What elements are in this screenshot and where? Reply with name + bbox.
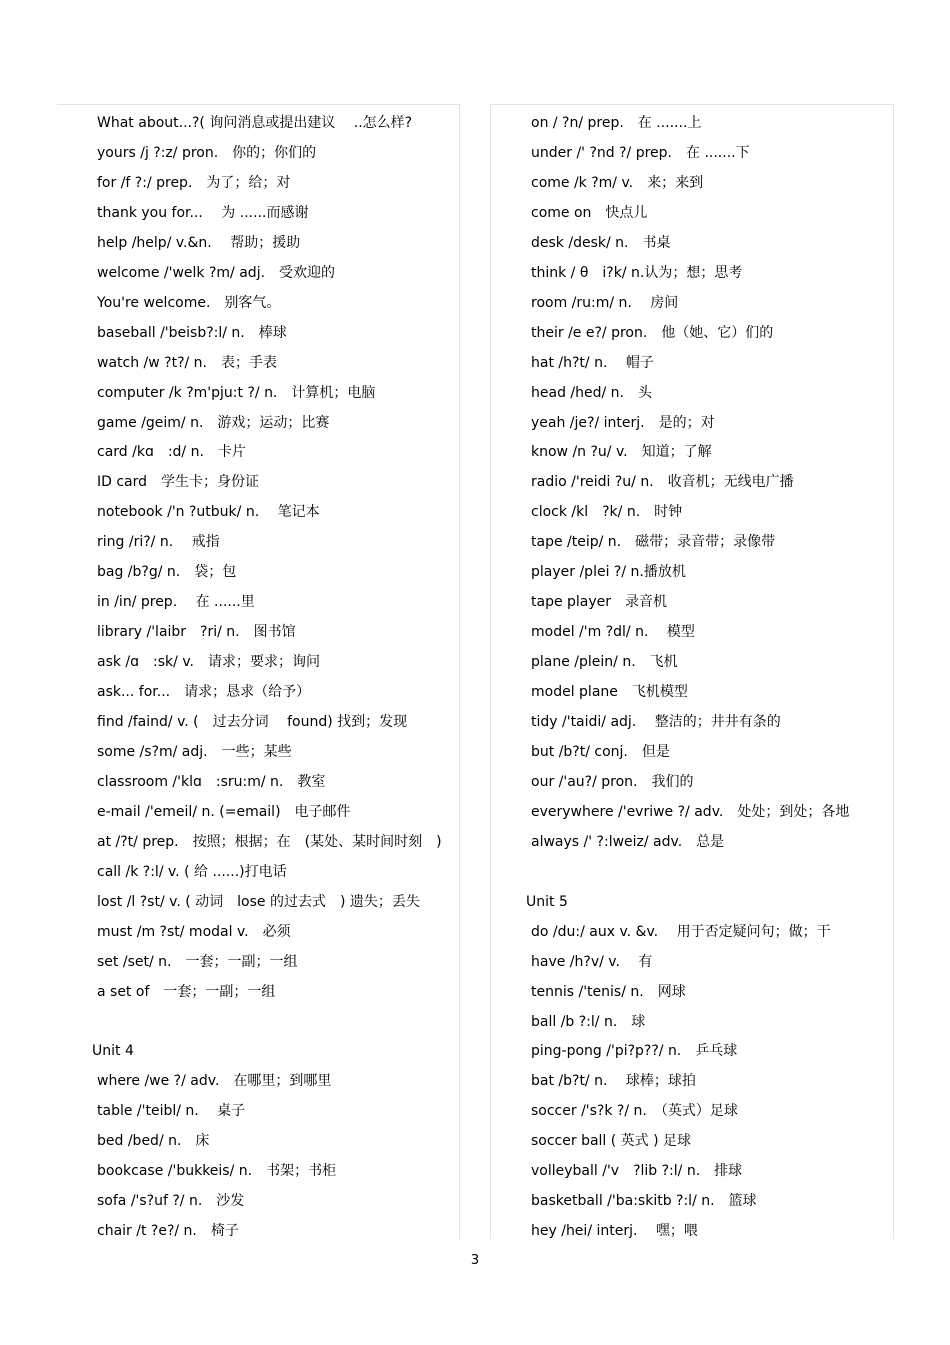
vocab-entry: e-mail /'emeil/ n. (=email) 电子邮件 bbox=[97, 804, 351, 820]
vocab-entry: computer /k ?m'pju:t ?/ n. 计算机；电脑 bbox=[97, 385, 376, 401]
vocab-entry: thank you for... 为 ......而感谢 bbox=[97, 205, 309, 221]
vocab-entry: bookcase /'bukkeis/ n. 书架；书柜 bbox=[97, 1163, 337, 1179]
vocab-entry: table /'teibl/ n. 桌子 bbox=[97, 1103, 246, 1119]
vocab-entry: bed /bed/ n. 床 bbox=[97, 1133, 210, 1149]
vocab-entry: yours /j ?:z/ pron. 你的；你们的 bbox=[97, 145, 317, 161]
vocab-entry: tennis /'tenis/ n. 网球 bbox=[531, 984, 686, 1000]
vocab-entry: think / θ i?k/ n.认为；想；思考 bbox=[531, 265, 743, 281]
vocab-entry: What about...?( 询问消息或提出建议 ..怎么样? bbox=[97, 115, 413, 131]
vocab-entry: soccer /'s?k ?/ n. （英式）足球 bbox=[531, 1103, 738, 1119]
vocab-entry: card /kɑ :d/ n. 卡片 bbox=[97, 444, 246, 460]
vocab-entry: tidy /'taidi/ adj. 整洁的；井井有条的 bbox=[531, 714, 781, 730]
vocab-entry: lost /l ?st/ v. ( 动词 lose 的过去式 ) 遗失；丢失 bbox=[97, 894, 420, 910]
unit-heading: Unit 5 bbox=[526, 894, 568, 910]
vocab-entry: baseball /'beisb?:l/ n. 棒球 bbox=[97, 325, 287, 341]
vocab-entry: our /'au?/ pron. 我们的 bbox=[531, 774, 694, 790]
vocab-entry: come on 快点儿 bbox=[531, 205, 648, 221]
vocab-entry: room /ru:m/ n. 房间 bbox=[531, 295, 679, 311]
vocab-entry: chair /t ?e?/ n. 椅子 bbox=[97, 1223, 239, 1239]
vocab-entry: set /set/ n. 一套；一副；一组 bbox=[97, 954, 298, 970]
vocab-entry: some /s?m/ adj. 一些；某些 bbox=[97, 744, 292, 760]
vocab-entry: come /k ?m/ v. 来；来到 bbox=[531, 175, 704, 191]
vocab-entry: desk /desk/ n. 书桌 bbox=[531, 235, 671, 251]
vocab-entry: welcome /'welk ?m/ adj. 受欢迎的 bbox=[97, 265, 336, 281]
vocab-entry: radio /'reidi ?u/ n. 收音机；无线电广播 bbox=[531, 474, 794, 490]
right-column bbox=[490, 104, 894, 1239]
vocab-entry: tape /teip/ n. 磁带；录音带；录像带 bbox=[531, 534, 776, 550]
vocab-entry: watch /w ?t?/ n. 表；手表 bbox=[97, 355, 277, 371]
vocab-entry: sofa /'s?uf ?/ n. 沙发 bbox=[97, 1193, 245, 1209]
vocab-entry: tape player 录音机 bbox=[531, 594, 668, 610]
vocab-entry: at /?t/ prep. 按照；根据；在 (某处、某时间时刻 ) bbox=[97, 834, 442, 850]
vocab-entry: library /'laibr ?ri/ n. 图书馆 bbox=[97, 624, 296, 640]
vocab-entry: where /we ?/ adv. 在哪里；到哪里 bbox=[97, 1073, 332, 1089]
vocab-entry: everywhere /'evriwe ?/ adv. 处处；到处；各地 bbox=[531, 804, 850, 820]
vocab-entry: but /b?t/ conj. 但是 bbox=[531, 744, 670, 760]
vocab-entry: plane /plein/ n. 飞机 bbox=[531, 654, 678, 670]
vocab-entry: soccer ball ( 英式 ) 足球 bbox=[531, 1133, 692, 1149]
vocab-entry: know /n ?u/ v. 知道；了解 bbox=[531, 444, 712, 460]
vocab-entry: model /'m ?dl/ n. 模型 bbox=[531, 624, 695, 640]
vocab-entry: ring /ri?/ n. 戒指 bbox=[97, 534, 220, 550]
vocab-entry: ping-pong /'pi?p??/ n. 乒乓球 bbox=[531, 1043, 738, 1059]
vocab-entry: classroom /'klɑ :sru:m/ n. 教室 bbox=[97, 774, 326, 790]
vocab-entry: on / ?n/ prep. 在 .......上 bbox=[531, 115, 702, 131]
vocab-entry: hey /hei/ interj. 嘿；喂 bbox=[531, 1223, 698, 1239]
left-column bbox=[57, 104, 460, 1239]
vocab-entry: call /k ?:l/ v. ( 给 ......)打电话 bbox=[97, 864, 287, 880]
vocab-entry: a set of 一套；一副；一组 bbox=[97, 984, 276, 1000]
vocab-entry: notebook /'n ?utbuk/ n. 笔记本 bbox=[97, 504, 320, 520]
vocab-entry: have /h?v/ v. 有 bbox=[531, 954, 653, 970]
vocab-entry: hat /h?t/ n. 帽子 bbox=[531, 355, 654, 371]
vocab-entry: for /f ?:/ prep. 为了；给；对 bbox=[97, 175, 291, 191]
vocab-entry: help /help/ v.&n. 帮助；援助 bbox=[97, 235, 301, 251]
vocab-entry: ask... for... 请求；恳求（给予） bbox=[97, 684, 311, 700]
vocab-entry: must /m ?st/ modal v. 必须 bbox=[97, 924, 291, 940]
vocab-entry: ID card 学生卡；身份证 bbox=[97, 474, 260, 490]
vocab-entry: in /in/ prep. 在 ......里 bbox=[97, 594, 255, 610]
vocab-entry: volleyball /'v ?lib ?:l/ n. 排球 bbox=[531, 1163, 743, 1179]
vocab-entry: their /e e?/ pron. 他（她、它）们的 bbox=[531, 325, 774, 341]
vocab-entry: ask /ɑ :sk/ v. 请求；要求；询问 bbox=[97, 654, 320, 670]
vocab-entry: ball /b ?:l/ n. 球 bbox=[531, 1014, 646, 1030]
vocab-entry: bat /b?t/ n. 球棒；球拍 bbox=[531, 1073, 696, 1089]
vocab-entry: clock /kl ?k/ n. 时钟 bbox=[531, 504, 683, 520]
vocab-entry: under /' ?nd ?/ prep. 在 .......下 bbox=[531, 145, 750, 161]
vocab-entry: bag /b?g/ n. 袋；包 bbox=[97, 564, 237, 580]
vocab-entry: yeah /je?/ interj. 是的；对 bbox=[531, 415, 715, 431]
vocab-entry: model plane 飞机模型 bbox=[531, 684, 688, 700]
vocab-entry: head /hed/ n. 头 bbox=[531, 385, 652, 401]
page-number: 3 bbox=[470, 1253, 480, 1268]
vocab-entry: find /faind/ v. ( 过去分词 found) 找到；发现 bbox=[97, 714, 408, 730]
vocab-entry: game /geim/ n. 游戏；运动；比赛 bbox=[97, 415, 330, 431]
unit-heading: Unit 4 bbox=[92, 1043, 134, 1059]
vocab-entry: player /plei ?/ n.播放机 bbox=[531, 564, 686, 580]
vocab-entry: basketball /'ba:skitb ?:l/ n. 篮球 bbox=[531, 1193, 757, 1209]
vocab-entry: always /' ?:lweiz/ adv. 总是 bbox=[531, 834, 725, 850]
vocab-entry: You're welcome. 别客气。 bbox=[97, 295, 281, 311]
vocab-entry: do /du:/ aux v. &v. 用于否定疑问句；做；干 bbox=[531, 924, 831, 940]
